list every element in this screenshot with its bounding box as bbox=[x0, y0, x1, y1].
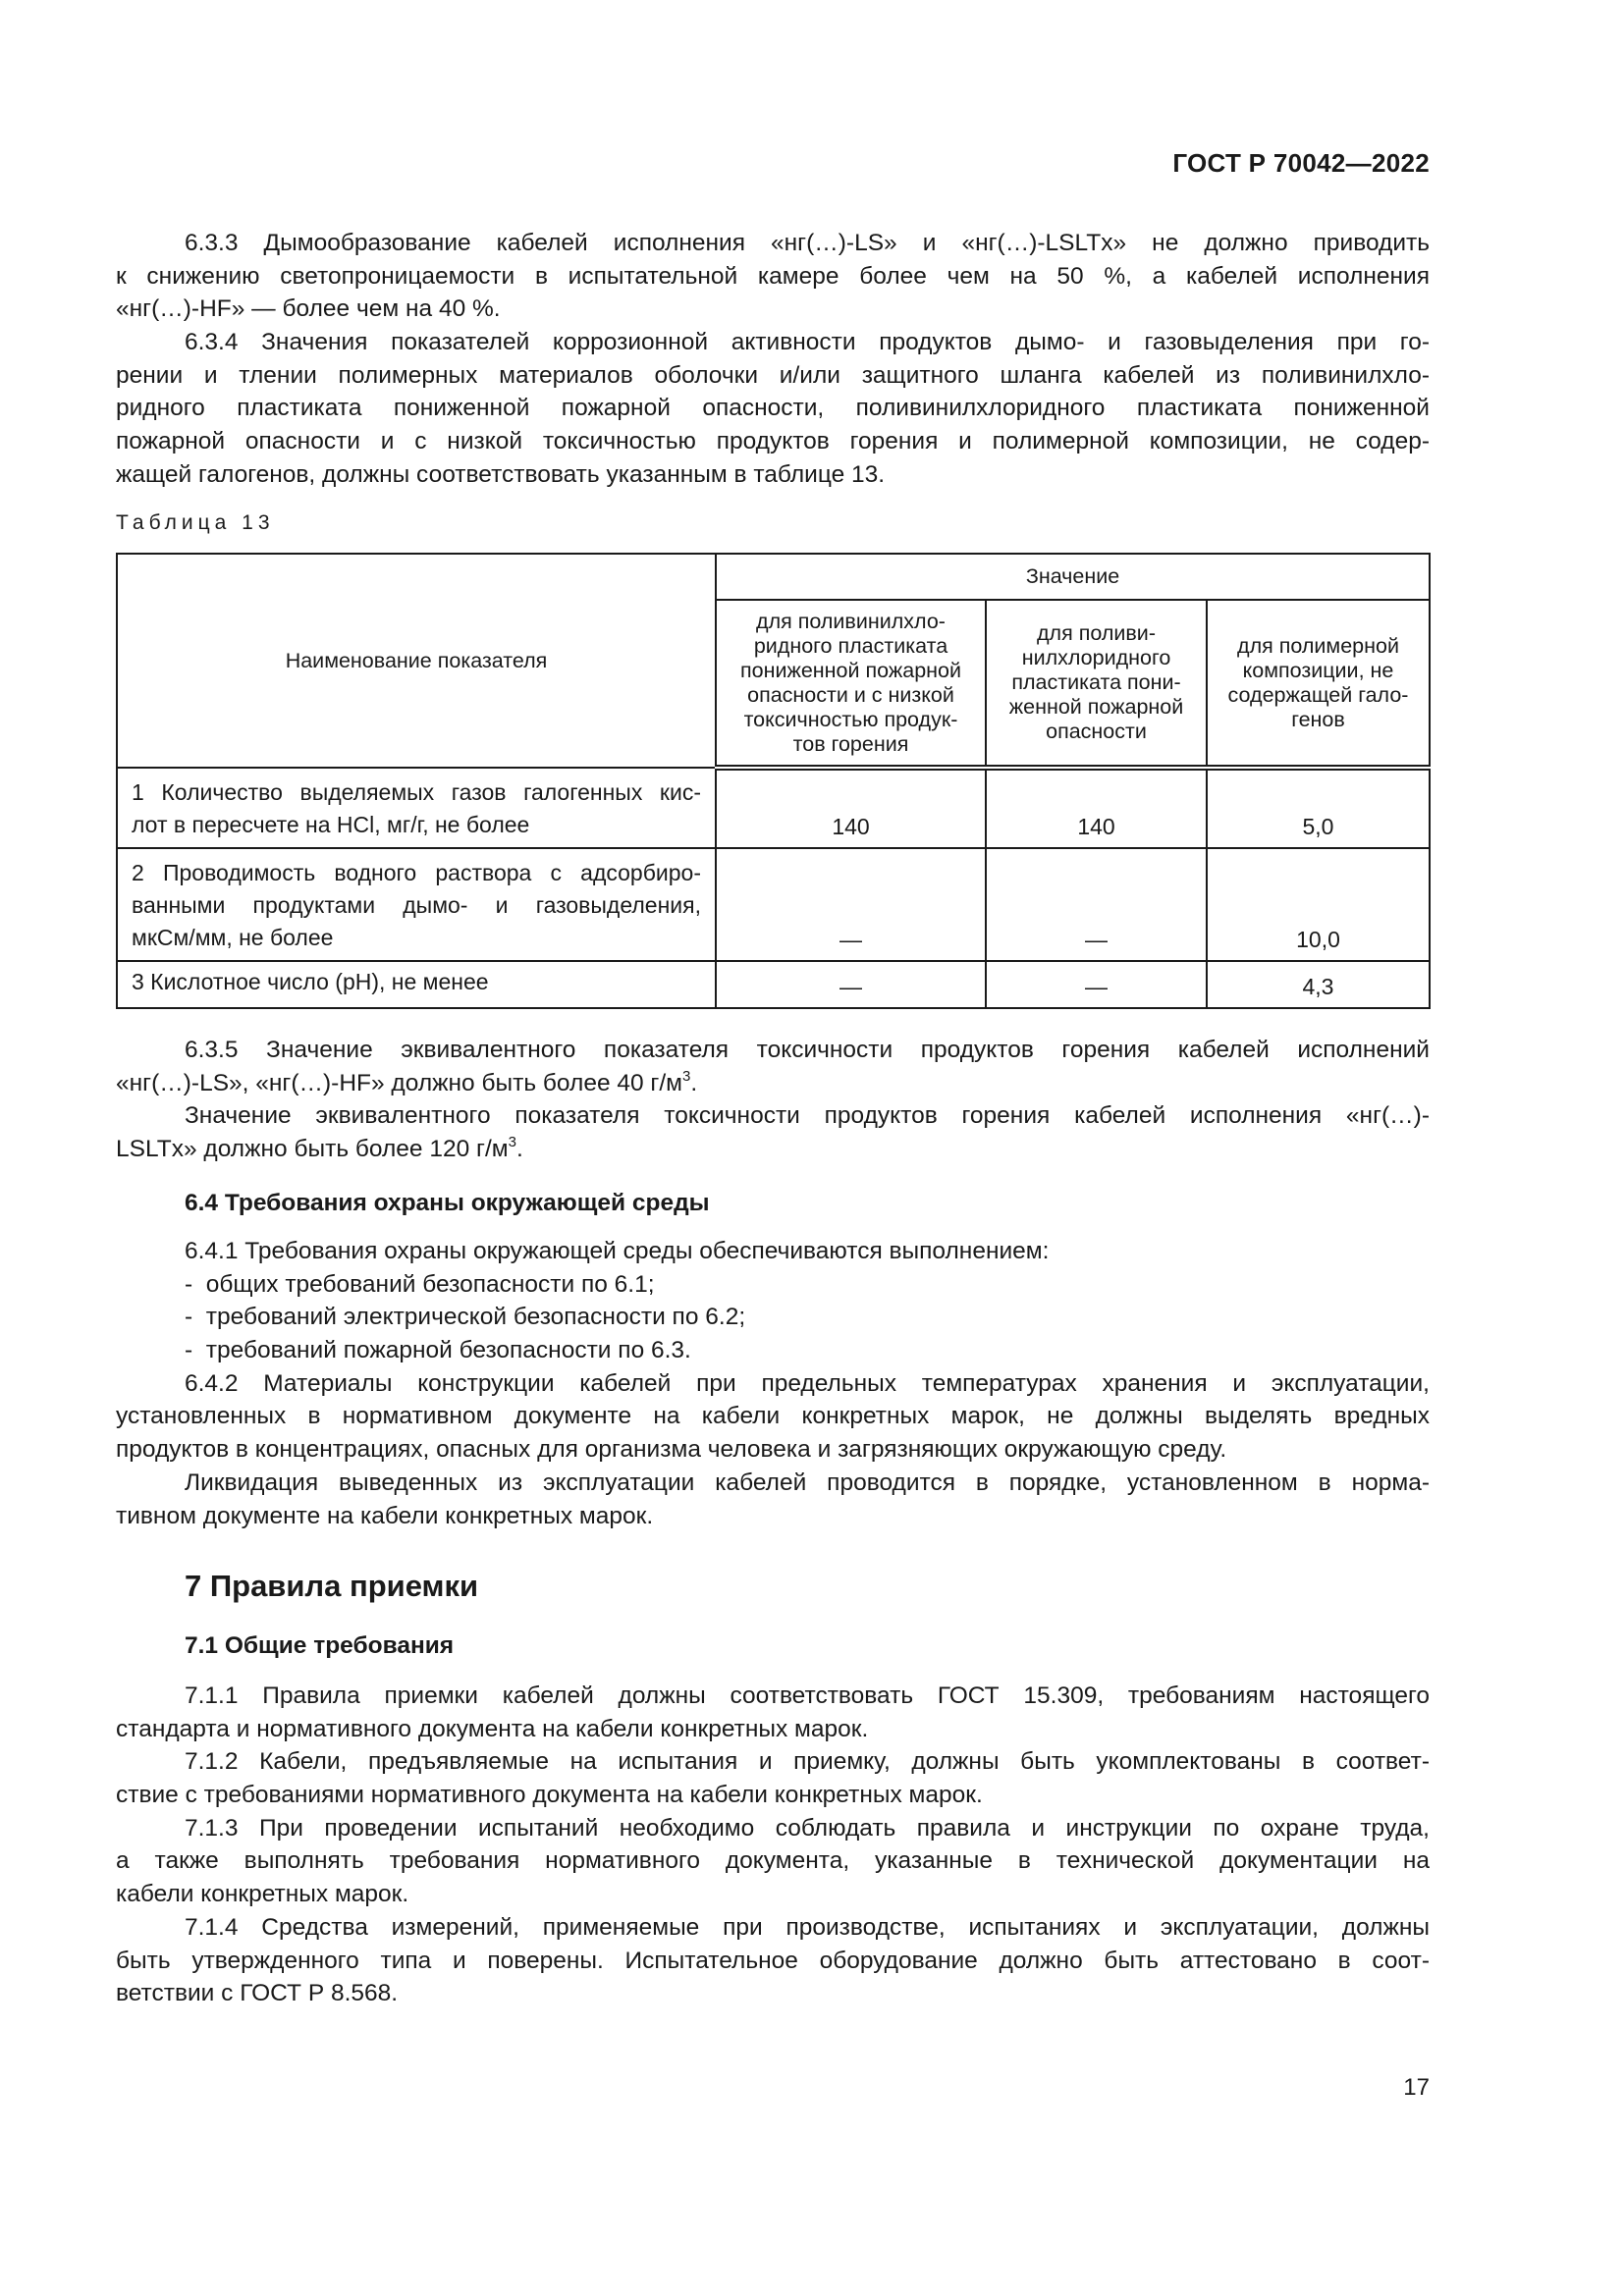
column-header-pvc bbox=[986, 600, 1207, 768]
value-cell: 10,0 bbox=[1207, 848, 1430, 961]
header-line: для поливинилхло- bbox=[756, 609, 946, 633]
value-cell: — bbox=[986, 961, 1207, 1008]
header-line: пониженной пожарной bbox=[739, 658, 961, 682]
header-line: нилхлоридного bbox=[1021, 646, 1171, 669]
text-fragment: . bbox=[515, 1136, 523, 1163]
header-line: тов горения bbox=[792, 731, 909, 756]
text-line: Ликвидация выведенных из эксплуатации кабелей проводится в порядке, установленном в норма- bbox=[185, 1468, 1430, 1496]
row-name-cell bbox=[117, 768, 716, 848]
header-line: опасности и с низкой bbox=[747, 682, 954, 707]
superscript: 3 bbox=[508, 1134, 516, 1151]
row-name-line: 2 Проводимость водного раствора с адсорбиро- bbox=[132, 860, 701, 885]
text-line: ствие с требованиями нормативного документа на кабели конкретных марок. bbox=[116, 1782, 983, 1809]
table-row bbox=[117, 768, 1430, 848]
table-row bbox=[117, 848, 1430, 961]
text-line: быть утвержденного типа и поверены. Испытательное оборудование должно быть аттестовано в соот- bbox=[116, 1947, 1430, 1974]
text-line: 6.3.5 Значение эквивалентного показателя токсичности продуктов горения кабелей исполнений bbox=[185, 1037, 1430, 1063]
paragraph-6-3-5 bbox=[116, 1034, 1430, 1166]
section-heading-7: 7 Правила приемки bbox=[185, 1569, 479, 1603]
text-line bbox=[116, 1133, 1430, 1166]
section-heading-7-1: 7.1 Общие требования bbox=[185, 1632, 455, 1659]
row-name-cell bbox=[117, 961, 716, 1008]
value-cell: — bbox=[716, 848, 986, 961]
value-cell: 140 bbox=[716, 768, 986, 848]
text-line: 6.4.2 Материалы конструкции кабелей при предельных температурах хранения и эксплуатации, bbox=[185, 1369, 1430, 1397]
text-line: 7.1.4 Средства измерений, применяемые при производстве, испытаниях и эксплуатации, должны bbox=[185, 1913, 1430, 1941]
text-line: пожарной опасности и с низкой токсичностью продуктов горения и полимерной композиции, не содер- bbox=[116, 428, 1430, 455]
paragraph-6-3-4 bbox=[116, 326, 1430, 491]
row-name-line: 1 Количество выделяемых газов галогенных кис- bbox=[132, 779, 701, 805]
text-line: жащей галогенов, должны соответствовать указанным в таблице 13. bbox=[116, 460, 886, 488]
text-line: Значение эквивалентного показателя токсичности продуктов горения кабелей исполнения «нг(…)- bbox=[185, 1102, 1430, 1130]
row-name-line: ванными продуктами дымо- и газовыделения, bbox=[132, 892, 701, 918]
text-line: рении и тлении полимерных материалов оболочки и/или защитного шланга кабелей из поливинилхло- bbox=[116, 361, 1430, 389]
text-line: стандарта и нормативного документа на кабели конкретных марок. bbox=[116, 1715, 869, 1742]
column-header-halogen-free bbox=[1207, 600, 1430, 768]
page-number: 17 bbox=[1403, 2074, 1430, 2101]
header-line: содержащей гало- bbox=[1227, 682, 1409, 707]
table-row bbox=[117, 961, 1430, 1008]
bullet-item: - требований пожарной безопасности по 6.3. bbox=[185, 1337, 691, 1364]
superscript: 3 bbox=[682, 1067, 691, 1085]
text-line: ветствии с ГОСТ Р 8.568. bbox=[116, 1980, 399, 2007]
header-line: опасности bbox=[1046, 720, 1147, 743]
text-line: 6.3.3 Дымообразование кабелей исполнения «нг(…)-LS» и «нг(…)-LSLTx» не должно приводить bbox=[185, 230, 1430, 256]
text-fragment: «нг(…)-LS», «нг(…)-HF» должно быть более 40 г/м bbox=[116, 1069, 683, 1096]
text-line: к снижению светопроницаемости в испытательной камере более чем на 50 %, а кабелей исполнения bbox=[116, 262, 1430, 290]
header-line: пластиката пони- bbox=[1011, 670, 1181, 694]
header-line: женной пожарной bbox=[1008, 695, 1184, 719]
text-line: продуктов в концентрациях, опасных для организма человека и загрязняющих окружающую среду. bbox=[116, 1436, 1227, 1464]
header-line: ридного пластиката bbox=[753, 633, 948, 658]
row-name-line: 3 Кислотное число (pH), не менее bbox=[132, 969, 489, 994]
paragraphs-7-1 bbox=[116, 1680, 1430, 2010]
value-cell: — bbox=[716, 961, 986, 1008]
text-line: «нг(…)-HF» — более чем на 40 %. bbox=[116, 295, 501, 323]
paragraph-6-3-3 bbox=[116, 227, 1430, 326]
text-fragment: . bbox=[690, 1069, 698, 1096]
column-header-pvc-low-toxicity bbox=[716, 600, 986, 768]
text-fragment: LSLTx» должно быть более 120 г/м bbox=[116, 1136, 509, 1163]
text-line: 7.1.2 Кабели, предъявляемые на испытания и приемку, должны быть укомплектованы в соответ- bbox=[185, 1748, 1430, 1776]
text-line: 6.3.4 Значения показателей коррозионной активности продуктов дымо- и газовыделения при го- bbox=[185, 329, 1430, 355]
text-line: 6.4.1 Требования охраны окружающей среды обеспечиваются выполнением: bbox=[185, 1238, 1050, 1264]
text-line: установленных в нормативном документе на кабели конкретных марок, не должны выделять вредных bbox=[116, 1403, 1430, 1430]
header-line: для поливи- bbox=[1037, 621, 1156, 645]
row-name-line: лот в пересчете на HCl, мг/г, не более bbox=[132, 812, 530, 837]
text-line: 7.1.1 Правила приемки кабелей должны соответствовать ГОСТ 15.309, требованиям настоящего bbox=[185, 1682, 1430, 1709]
text-line: кабели конкретных марок. bbox=[116, 1881, 409, 1908]
row-name-line: мкСм/мм, не более bbox=[132, 925, 334, 950]
row-name-cell bbox=[117, 848, 716, 961]
text-line: тивном документе на кабели конкретных марок. bbox=[116, 1502, 654, 1529]
text-line: ридного пластиката пониженной пожарной опасности, поливинилхлоридного пластиката пониженной bbox=[116, 395, 1430, 422]
text-line bbox=[116, 1067, 1430, 1100]
bullet-item: - общих требований безопасности по 6.1; bbox=[185, 1270, 655, 1298]
header-line: композиции, не bbox=[1242, 658, 1394, 682]
value-cell: 5,0 bbox=[1207, 768, 1430, 848]
header-line: для полимерной bbox=[1237, 633, 1399, 658]
column-header-indicator-name: Наименование показателя bbox=[117, 554, 716, 768]
value-cell: 4,3 bbox=[1207, 961, 1430, 1008]
table-caption: Таблица 13 bbox=[116, 511, 275, 534]
text-line: а также выполнять требования нормативного документа, указанные в технической документации на bbox=[116, 1847, 1430, 1875]
header-line: генов bbox=[1291, 707, 1345, 731]
header-line: токсичностью продук- bbox=[743, 707, 958, 731]
document-id-header: ГОСТ Р 70042—2022 bbox=[1172, 148, 1430, 178]
bullet-item: - требований электрической безопасности по 6.2; bbox=[185, 1304, 746, 1331]
value-cell: 140 bbox=[986, 768, 1207, 848]
paragraph-6-4-1 bbox=[116, 1235, 1430, 1532]
table-13 bbox=[116, 553, 1431, 1009]
section-heading-6-4: 6.4 Требования охраны окружающей среды bbox=[185, 1190, 710, 1216]
text-line: 7.1.3 При проведении испытаний необходимо соблюдать правила и инструкции по охране труда, bbox=[185, 1814, 1430, 1842]
value-cell: — bbox=[986, 848, 1207, 961]
column-group-header-value: Значение bbox=[716, 554, 1430, 600]
